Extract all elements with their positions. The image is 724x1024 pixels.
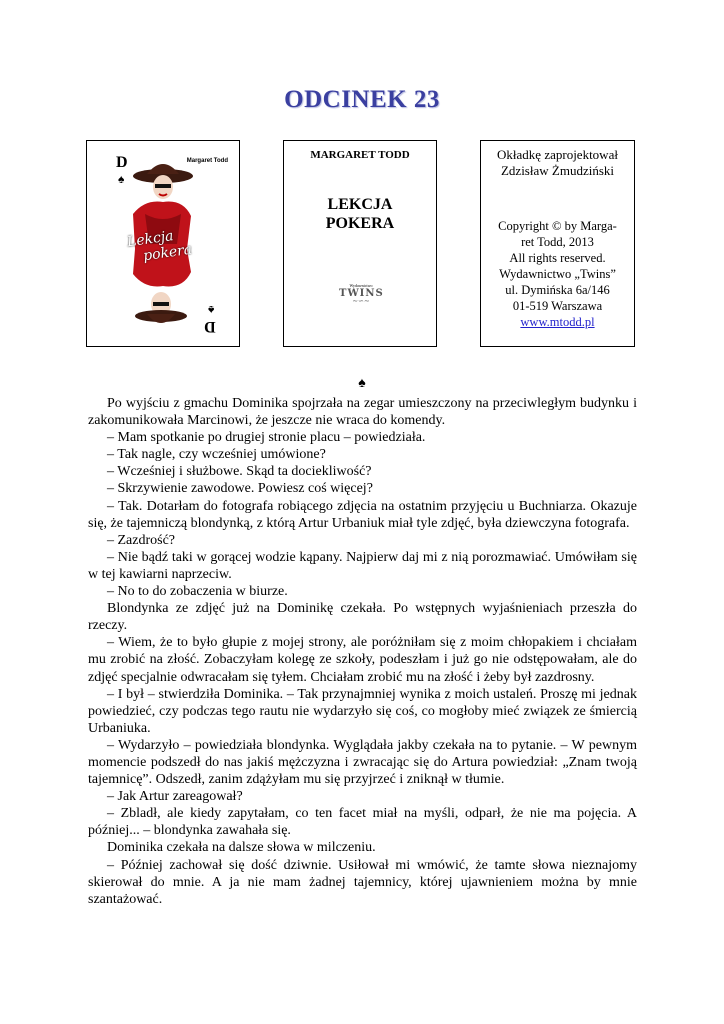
paragraph: – Skrzywienie zawodowe. Powiesz coś więcej? [107, 481, 373, 497]
cover-image [90, 144, 236, 343]
paragraph: – Wcześniej i służbowe. Skąd ta dociekliwość? [107, 464, 372, 480]
paragraph: – Mam spotkanie po drugiej stronie placu – powiedziała. [107, 430, 426, 446]
paragraph: Po wyjściu z gmachu Dominika spojrzała na zegar umieszczony na przeciwległym budynku i zakomunikowała Marcinowi, że jeszcze nie wraca do komendy. [88, 396, 637, 429]
book-title-line2: POKERA [325, 215, 395, 232]
paragraph: – Nie bądź taki w gorącej wodzie kąpany. Najpierw daj mi z nią porozmawiać. Umówiłam się w tej kawiarni naprzeciw. [88, 549, 637, 582]
card-letter-bottom: D [204, 318, 216, 335]
website-link[interactable]: www.mtodd.pl [520, 315, 595, 329]
paragraph: – No to do zobaczenia w biurze. [107, 584, 288, 600]
copyright-line: Wydawnictwo „Twins” [499, 267, 616, 281]
paragraph: Dominika czekała na dalsze słowa w milczeniu. [107, 840, 376, 856]
title-page-box [283, 140, 437, 347]
copyright-line: ret Todd, 2013 [521, 235, 594, 249]
cover-thumbnail [86, 140, 240, 347]
publisher-logo-caption: Wydawnictwo [349, 283, 373, 288]
paragraph: – I był – stwierdziła Dominika. – Tak przynajmniej wynika z moich ustaleń. Proszę mi jednak powiedzieć, czy podczas tego rautu nie wydarzyło się coś, co mogłoby mieć związek ze śmiercią Urbaniuka. [88, 686, 637, 736]
spade-separator-icon: ♠ [358, 376, 366, 391]
paragraph: – Jak Artur zareagował? [107, 789, 243, 805]
cover-title-line2: pokera [142, 241, 194, 265]
cover-title-line1: Lekcja [126, 228, 175, 251]
designer-name: Zdzisław Żmudziński [500, 163, 614, 178]
publisher-logo-ornament: ∼∽∼ [352, 297, 370, 305]
publisher-logo-name: TWINS [339, 288, 384, 299]
copyright-line: All rights reserved. [509, 251, 606, 265]
paragraph: – Później zachował się dość dziwnie. Usiłował mi wmówić, że tamte słowa nieznajomy skierował do mnie. A ja nie mam żadnej tajemnicy, której ujawnieniem można by mnie szantażować. [88, 857, 637, 907]
copyright-line: ul. Dymińska 6a/146 [505, 283, 610, 297]
paragraph: – Tak nagle, czy wcześniej umówione? [107, 447, 326, 463]
book-title-line1: LEKCJA [327, 196, 393, 213]
book-title [284, 195, 436, 233]
spade-icon-bottom: ♠ [207, 303, 214, 317]
book-author: MARGARET TODD [310, 149, 410, 161]
paragraph: – Wydarzyło – powiedziała blondynka. Wyglądała jakby czekała na to pytanie. – W pewnym momencie podszedł do nas jakiś mężczyzna i zwracając się do Artura powiedział: „Znam twoją tajemnicę”. Odszedł, zanim zdążyłam mu się przyjrzeć i zniknął w tłumie. [88, 737, 637, 788]
cover-credit [481, 147, 634, 179]
page-title: ODCINEK 23 [284, 86, 440, 113]
paragraph: – Zazdrość? [107, 532, 176, 548]
designer-label: Okładkę zaprojektował [497, 147, 618, 162]
paragraph: – Zbladł, ale kiedy zapytałam, co ten facet miał na myśli, odparł, że nie ma pojęcia. A później... – blondynka zawahała się. [88, 806, 637, 839]
paragraph: – Wiem, że to było głupie z mojej strony, ale poróżniłam się z moim chłopakiem i chciałam mu zrobić na złość. Zobaczyłam kolegę ze szkoły, podeszłam i już go nie odstępowałam, ale do zdjęć specjalnie odwracałam się tyłem. Chciałam zrobić mu na złość i żeby był zazdrosny. [88, 635, 637, 685]
story-text [88, 395, 637, 908]
paragraph: – Tak. Dotarłam do fotografa robiącego zdjęcia na ostatnim przyjęciu u Buchniarza. Okazuje się, że tajemniczą blondynką, z którą Artur Urbaniuk miał tyle zdjęć, była dziewczyna fotografa. [88, 498, 637, 531]
card-letter-top: D [116, 154, 128, 171]
copyright-line: Copyright © by Marga- [498, 219, 617, 233]
paragraph: Blondynka ze zdjęć już na Dominikę czekała. Po wstępnych wyjaśnieniach przeszła do rzeczy. [88, 601, 637, 634]
publisher-logo [339, 283, 383, 305]
cover-author: Margaret Todd [186, 158, 228, 164]
copyright-box [480, 140, 635, 347]
copyright-line: 01-519 Warszawa [512, 299, 603, 313]
spade-icon: ♠ [118, 172, 125, 186]
copyright-notice [481, 218, 634, 330]
